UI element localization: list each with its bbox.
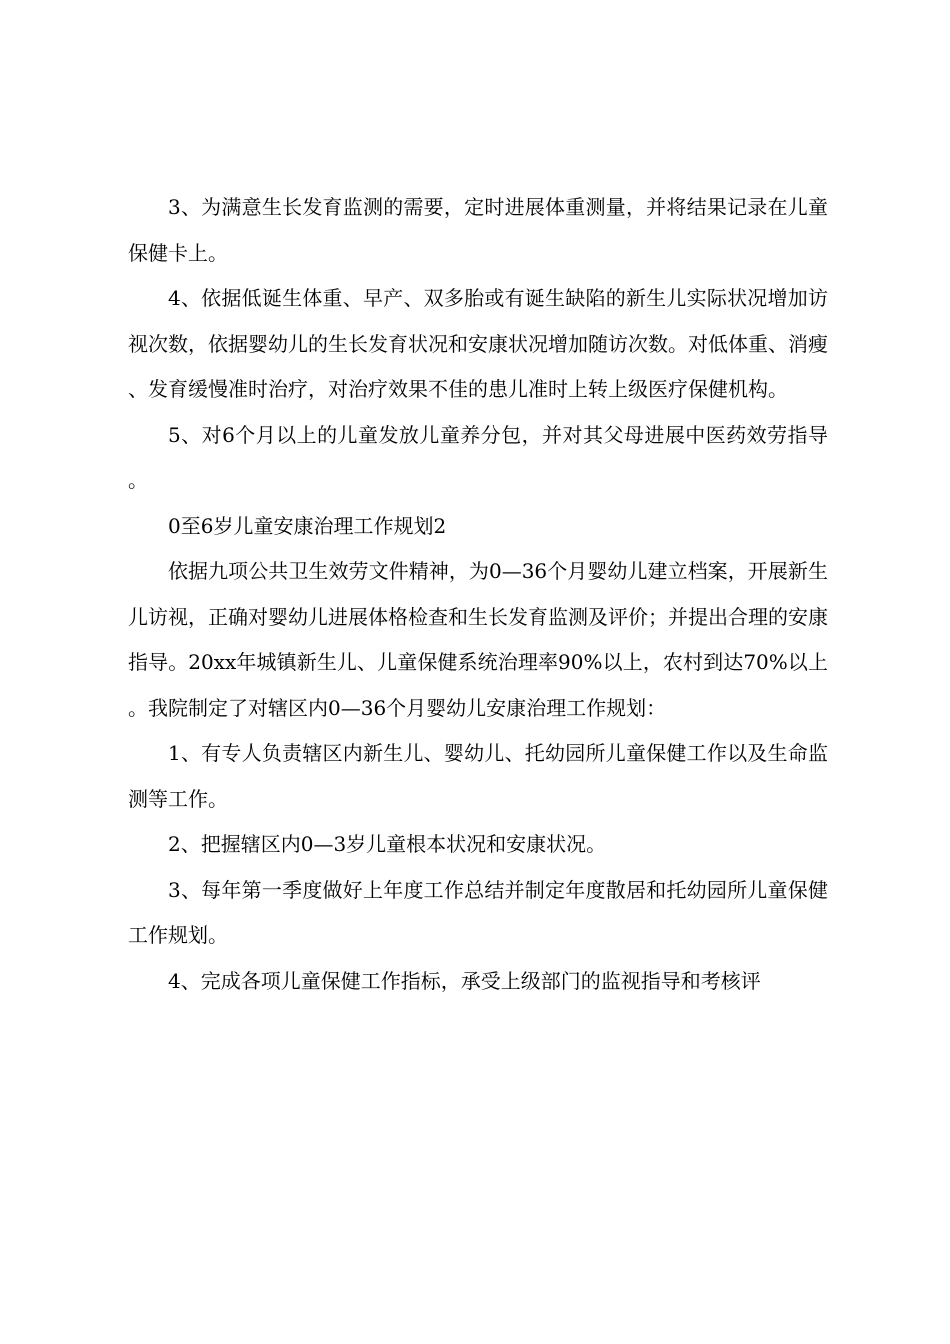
intro-paragraph: 依据九项公共卫生效劳文件精神，为0—36个月婴幼儿建立档案，开展新生儿访视，正确对婴幼儿进展体格检查和生长发育监测及评价；并提出合理的安康指导。20xx年城镇新生儿、儿童保健系统治理率90%以上，农村到达70%以上。我院制定了对辖区内0—36个月婴幼儿安康治理工作规划： [128, 559, 828, 720]
plan-item-1: 1、有专人负责辖区内新生儿、婴幼儿、托幼园所儿童保健工作以及生命监测等工作。 [128, 741, 828, 811]
paragraph-item-4: 4、依据低诞生体重、早产、双多胎或有诞生缺陷的新生儿实际状况增加访视次数，依据婴幼儿的生长发育状况和安康状况增加随访次数。对低体重、消瘦、发育缓慢准时治疗，对治疗效果不佳的患儿准时上转上级医疗保健机构。 [128, 286, 828, 401]
plan-item-2: 2、把握辖区内0—3岁儿童根本状况和安康状况。 [168, 832, 607, 856]
plan-item-4: 4、完成各项儿童保健工作指标，承受上级部门的监视指导和考核评 [168, 968, 761, 993]
paragraph-item-5: 5、对6个月以上的儿童发放儿童养分包，并对其父母进展中医药效劳指导。 [128, 422, 828, 492]
paragraph-item-3: 3、为满意生长发育监测的需要，定时进展体重测量，并将结果记录在儿童保健卡上。 [128, 195, 828, 265]
document-body [128, 185, 828, 1004]
plan-item-3: 3、每年第一季度做好上年度工作总结并制定年度散居和托幼园所儿童保健工作规划。 [128, 877, 828, 947]
section-heading: 0至6岁儿童安康治理工作规划2 [168, 513, 447, 538]
